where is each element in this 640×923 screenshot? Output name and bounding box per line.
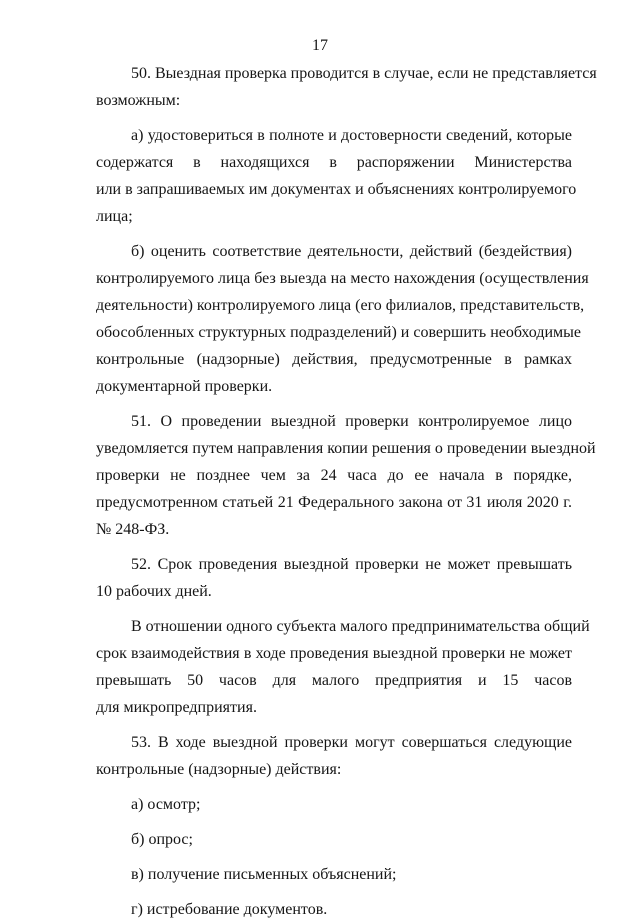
text-line: контрольные (надзорные) действия, предусмотренные в рамках: [96, 351, 572, 368]
list-item: [96, 826, 572, 853]
text-line: № 248-ФЗ.: [96, 521, 170, 538]
text-line: срок взаимодействия в ходе проведения выездной проверки не может: [96, 645, 572, 662]
text-line: а) осмотр;: [131, 796, 201, 813]
paragraph-52-small-business: [96, 613, 590, 721]
paragraph-51: [96, 408, 596, 543]
document-body: [96, 60, 597, 923]
text-line: 50. Выездная проверка проводится в случае, если не представляется: [131, 65, 597, 82]
list-item: [96, 896, 572, 923]
text-line: уведомляется путем направления копии решения о проведении выездной: [96, 440, 596, 457]
list-item: [96, 791, 572, 818]
paragraph-52: [96, 551, 572, 605]
list-item: [96, 861, 572, 888]
text-line: предусмотренном статьей 21 Федерального закона от 31 июля 2020 г.: [96, 494, 572, 511]
text-line: превышать 50 часов для малого предприятия и 15 часов: [96, 672, 572, 689]
text-line: 53. В ходе выездной проверки могут совершаться следующие: [131, 734, 572, 751]
page-number: 17: [312, 37, 328, 54]
text-line: г) истребование документов.: [131, 901, 328, 918]
text-line: документарной проверки.: [96, 378, 273, 395]
text-line: для микропредприятия.: [96, 699, 257, 716]
text-line: контрольные (надзорные) действия:: [96, 761, 342, 778]
text-line: контролируемого лица без выезда на место нахождения (осуществления: [96, 270, 589, 287]
text-line: 51. О проведении выездной проверки контролируемое лицо: [131, 413, 572, 430]
text-line: б) опрос;: [131, 831, 193, 848]
text-line: возможным:: [96, 92, 181, 109]
text-line: В отношении одного субъекта малого предпринимательства общий: [131, 618, 590, 635]
text-line: лица;: [96, 208, 133, 225]
paragraph-50-b: [96, 238, 589, 400]
paragraph-53: [96, 729, 572, 783]
paragraph-50-a: [96, 122, 577, 230]
text-line: 10 рабочих дней.: [96, 583, 212, 600]
text-line: или в запрашиваемых им документах и объяснениях контролируемого: [96, 181, 577, 198]
text-line: 52. Срок проведения выездной проверки не может превышать: [131, 556, 572, 573]
text-line: проверки не позднее чем за 24 часа до ее начала в порядке,: [96, 467, 572, 484]
text-line: а) удостовериться в полноте и достоверности сведений, которые: [131, 127, 572, 144]
text-line: обособленных структурных подразделений) и совершить необходимые: [96, 324, 581, 341]
paragraph-50: [96, 60, 597, 114]
text-line: б) оценить соответствие деятельности, действий (бездействия): [131, 243, 572, 260]
text-line: содержатся в находящихся в распоряжении Министерства: [96, 154, 572, 171]
text-line: деятельности) контролируемого лица (его филиалов, представительств,: [96, 297, 585, 314]
text-line: в) получение письменных объяснений;: [131, 866, 397, 883]
